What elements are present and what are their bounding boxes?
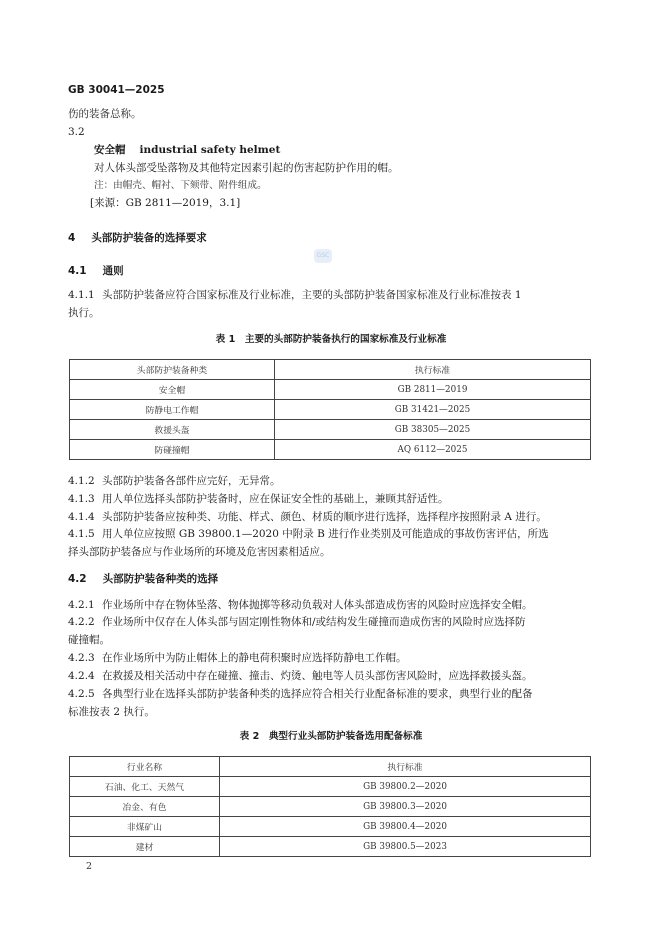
standards-table: [69, 359, 591, 460]
table-row: [70, 440, 591, 460]
paragraph-text: 在救援及相关活动中存在碰撞、撞击、灼烫、触电等人员头部伤害风险时，应选择救援头盔。: [102, 670, 533, 682]
paragraph-continuation: 标准按表 2 执行。: [68, 706, 155, 718]
table-cell: GB 39800.3—2020: [220, 797, 591, 817]
table-row: [70, 817, 591, 837]
paragraph-text: 作业场所中存在物体坠落、物体抛掷等移动负载对人体头部造成伤害的风险时应选择安全帽。: [102, 599, 533, 611]
paragraph-line: [68, 288, 522, 302]
table-cell: GB 31421—2025: [275, 400, 591, 420]
industry-standards-table: [69, 756, 591, 857]
continuation-text: 伤的装备总称。: [68, 108, 142, 120]
section-heading: [68, 231, 207, 245]
table-header-cell: 头部防护装备种类: [70, 360, 275, 380]
paragraph-line: [68, 651, 407, 665]
term-chinese: 安全帽: [94, 144, 126, 156]
paragraph-number: 4.1.4: [68, 511, 95, 523]
table-row: [70, 797, 591, 817]
table-cell: GB 2811—2019: [275, 380, 591, 400]
term-english: industrial safety helmet: [139, 144, 281, 156]
paragraph-text: 头部防护装备各部件应完好，无异常。: [102, 475, 281, 487]
term-source: [来源：GB 2811—2019，3.1]: [90, 197, 241, 209]
table-header-cell: 行业名称: [70, 757, 220, 777]
table-row: [70, 380, 591, 400]
paragraph-line: [68, 598, 533, 612]
paragraph-line: [68, 687, 533, 701]
standard-code: GB 30041—2025: [68, 84, 165, 96]
table-cell: GB 39800.5—2023: [220, 837, 591, 857]
paragraph-continuation: 择头部防护装备应与作业场所的环境及危害因素相适应。: [68, 546, 331, 558]
table-header-cell: 执行标准: [220, 757, 591, 777]
subsection-title: 头部防护装备种类的选择: [102, 573, 219, 585]
paragraph-number: 4.1.1: [68, 289, 95, 301]
term-note: 注：由帽壳、帽衬、下颏带、附件组成。: [94, 180, 267, 191]
paragraph-text: 各典型行业在选择头部防护装备种类的选择应符合相关行业配备标准的要求，典型行业的配备: [102, 688, 533, 700]
paragraph-number: 4.1.3: [68, 493, 95, 505]
paragraph-continuation: 执行。: [68, 307, 100, 319]
table-cell: 防碰撞帽: [70, 440, 275, 460]
paragraph-text: 作业场所中仅存在人体头部与固定刚性物体和/或结构发生碰撞而造成伤害的风险时应选择防: [102, 616, 526, 628]
table-cell: 石油、化工、天然气: [70, 777, 220, 797]
table-cell: GB 38305—2025: [275, 420, 591, 440]
paragraph-line: [68, 492, 449, 506]
subsection-number: 4.1: [68, 265, 87, 277]
clause-number: 3.2: [68, 126, 85, 138]
table-cell: 救援头盔: [70, 420, 275, 440]
paragraph-text: 用人单位选择头部防护装备时，应在保证安全性的基础上，兼顾其舒适性。: [102, 493, 449, 505]
table-header-cell: 执行标准: [275, 360, 591, 380]
table-header-row: [70, 360, 591, 380]
table-cell: 安全帽: [70, 380, 275, 400]
watermark-logo: GSC: [314, 249, 332, 263]
paragraph-continuation: 碰撞帽。: [68, 634, 110, 646]
paragraph-line: [68, 615, 526, 629]
page-number: 2: [86, 861, 93, 872]
subsection-heading: [68, 264, 124, 278]
paragraph-text: 头部防护装备应按种类、功能、样式、颜色、材质的顺序进行选择，选择程序按照附录 A 进行。: [102, 511, 547, 523]
table-caption: 表 1 主要的头部防护装备执行的国家标准及行业标准: [215, 334, 447, 345]
section-number: 4: [68, 232, 76, 244]
subsection-title: 通则: [102, 265, 124, 277]
table-row: [70, 400, 591, 420]
paragraph-number: 4.2.4: [68, 670, 95, 682]
table-cell: GB 39800.2—2020: [220, 777, 591, 797]
term-entry: [94, 143, 280, 157]
paragraph-text: 用人单位应按照 GB 39800.1—2020 中附录 B 进行作业类别及可能造成的事故伤害评估，所选: [102, 528, 549, 540]
table-cell: GB 39800.4—2020: [220, 817, 591, 837]
table-cell: 防静电工作帽: [70, 400, 275, 420]
paragraph-line: [68, 527, 549, 541]
table-row: [70, 837, 591, 857]
paragraph-line: [68, 510, 547, 524]
table-row: [70, 777, 591, 797]
table-cell: 非煤矿山: [70, 817, 220, 837]
paragraph-number: 4.2.3: [68, 652, 95, 664]
term-definition: 对人体头部受坠落物及其他特定因素引起的伤害起防护作用的帽。: [94, 162, 399, 174]
section-title: 头部防护装备的选择要求: [91, 232, 207, 244]
table-cell: AQ 6112—2025: [275, 440, 591, 460]
paragraph-number: 4.1.2: [68, 475, 95, 487]
paragraph-number: 4.2.5: [68, 688, 95, 700]
table-cell: 建材: [70, 837, 220, 857]
table-header-row: [70, 757, 591, 777]
subsection-heading: [68, 572, 218, 586]
paragraph-number: 4.2.2: [68, 616, 95, 628]
table-row: [70, 420, 591, 440]
paragraph-text: 在作业场所中为防止帽体上的静电荷积聚时应选择防静电工作帽。: [102, 652, 407, 664]
table-caption: 表 2 典型行业头部防护装备选用配备标准: [239, 731, 423, 742]
paragraph-line: [68, 474, 281, 488]
paragraph-line: [68, 669, 533, 683]
subsection-number: 4.2: [68, 573, 87, 585]
paragraph-number: 4.2.1: [68, 599, 95, 611]
paragraph-number: 4.1.5: [68, 528, 95, 540]
table-cell: 冶金、有色: [70, 797, 220, 817]
paragraph-text: 头部防护装备应符合国家标准及行业标准，主要的头部防护装备国家标准及行业标准按表 1: [102, 289, 522, 301]
